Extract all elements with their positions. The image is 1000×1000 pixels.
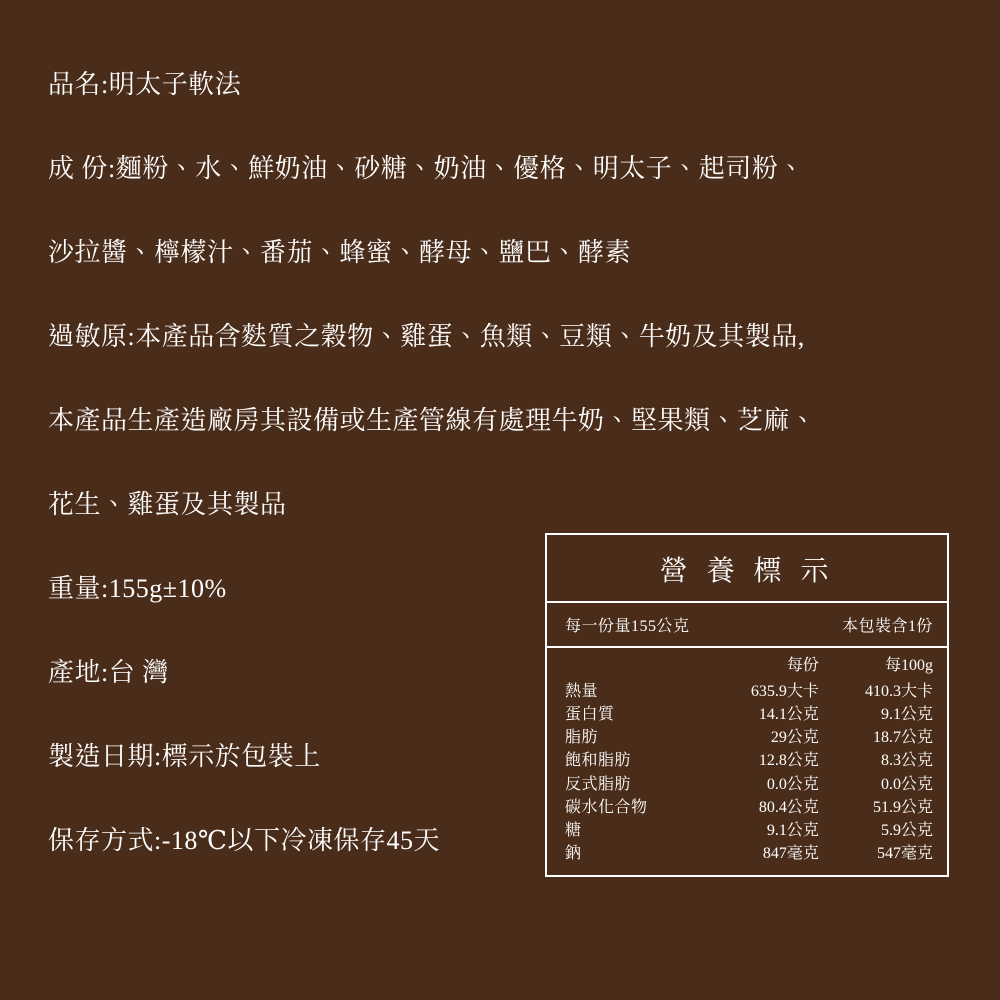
- nutrition-row: [565, 819, 933, 842]
- nutrient-per-serving: 12.8公克: [758, 752, 819, 770]
- storage-label: 保存方式:: [48, 826, 162, 855]
- product-name-row: [48, 72, 958, 156]
- product-name-label: 品名:: [48, 70, 109, 99]
- product-name-value: 明太子軟法: [108, 70, 242, 99]
- nutrient-name: 碳水化合物: [565, 798, 648, 816]
- nutrition-col-per-serving: 每份: [786, 657, 819, 674]
- nutrition-col-blank: [565, 654, 705, 680]
- nutrient-per-100g: 18.7公克: [872, 729, 933, 747]
- nutrient-per-serving: 847毫克: [762, 844, 819, 862]
- nutrient-per-100g: 9.1公克: [880, 706, 933, 724]
- allergen-row-2: [48, 408, 958, 492]
- weight-value: 155g±10%: [108, 574, 227, 603]
- nutrition-table: [565, 654, 933, 865]
- nutrient-per-100g: 410.3大卡: [864, 683, 933, 701]
- nutrition-row: [565, 680, 933, 703]
- nutrient-per-serving: 80.4公克: [758, 798, 819, 816]
- nutrient-per-100g: 0.0公克: [880, 775, 933, 793]
- nutrient-per-100g: 5.9公克: [880, 821, 933, 839]
- nutrient-per-100g: 547毫克: [876, 844, 933, 862]
- nutrition-row: [565, 773, 933, 796]
- nutrition-row: [565, 796, 933, 819]
- nutrient-name: 反式脂肪: [565, 775, 632, 793]
- allergen-line-1: 本產品含麩質之穀物、雞蛋、魚類、豆類、牛奶及其製品,: [135, 322, 805, 351]
- nutrition-row: [565, 726, 933, 749]
- nutrient-per-serving: 29公克: [770, 729, 819, 747]
- nutrition-facts-panel: [545, 533, 949, 877]
- ingredients-label: 成 份:: [48, 154, 116, 183]
- allergen-line-3: 花生、雞蛋及其製品: [48, 490, 287, 519]
- nutrient-per-serving: 0.0公克: [766, 775, 819, 793]
- allergen-line-2: 本產品生產造廠房其設備或生產管線有處理牛奶、堅果類、芝麻、: [48, 406, 817, 435]
- nutrient-name: 飽和脂肪: [565, 752, 632, 770]
- nutrient-name: 糖: [565, 821, 582, 839]
- storage-value: -18℃以下冷凍保存45天: [161, 826, 440, 855]
- ingredients-line-2: 沙拉醬、檸檬汁、番茄、蜂蜜、酵母、鹽巴、酵素: [48, 238, 632, 267]
- nutrition-row: [565, 842, 933, 865]
- origin-value: 台 灣: [108, 658, 169, 687]
- origin-label: 產地:: [48, 658, 109, 687]
- ingredients-line-1: 麵粉、水、鮮奶油、砂糖、奶油、優格、明太子、起司粉、: [115, 154, 805, 183]
- nutrient-name: 鈉: [565, 844, 582, 862]
- nutrition-col-per-100g: 每100g: [884, 657, 933, 674]
- nutrient-name: 脂肪: [565, 729, 599, 747]
- allergen-label: 過敏原:: [48, 322, 136, 351]
- nutrition-serving-info: [547, 603, 947, 648]
- nutrient-per-100g: 8.3公克: [880, 752, 933, 770]
- nutrition-row: [565, 749, 933, 772]
- nutrient-name: 蛋白質: [565, 706, 615, 724]
- manufacture-date-label: 製造日期:: [48, 742, 162, 771]
- nutrition-table-wrap: [547, 648, 947, 875]
- nutrient-per-100g: 51.9公克: [872, 798, 933, 816]
- weight-label: 重量:: [48, 574, 109, 603]
- servings-per-package: 本包裝含1份: [841, 618, 933, 635]
- nutrient-per-serving: 635.9大卡: [750, 683, 819, 701]
- nutrient-name: 熱量: [565, 683, 599, 701]
- nutrition-row: [565, 703, 933, 726]
- ingredients-row-2: [48, 240, 958, 324]
- serving-size: 每一份量155公克: [565, 618, 690, 635]
- allergen-row-1: [48, 324, 958, 408]
- manufacture-date-value: 標示於包裝上: [161, 742, 321, 771]
- nutrient-per-serving: 14.1公克: [758, 706, 819, 724]
- nutrition-table-header: [565, 654, 933, 680]
- nutrient-per-serving: 9.1公克: [766, 821, 819, 839]
- nutrition-facts-title: 營 養 標 示: [547, 535, 947, 603]
- ingredients-row-1: [48, 156, 958, 240]
